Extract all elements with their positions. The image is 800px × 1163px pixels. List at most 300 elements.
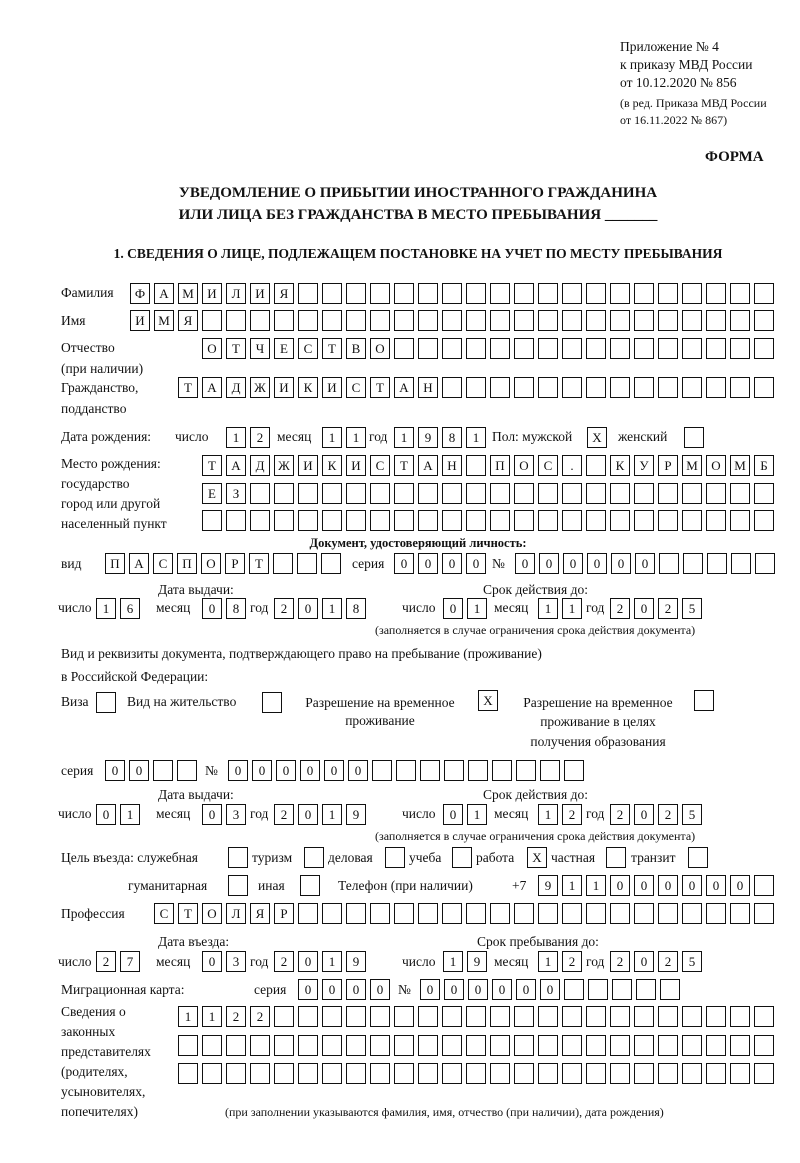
- char-cell[interactable]: Я: [178, 310, 198, 331]
- char-cell[interactable]: [658, 283, 678, 304]
- char-cell[interactable]: Т: [202, 455, 222, 476]
- char-cell[interactable]: [370, 510, 390, 531]
- char-cell[interactable]: [562, 310, 582, 331]
- char-cell[interactable]: [466, 310, 486, 331]
- char-cell[interactable]: 1: [96, 598, 116, 619]
- char-cell[interactable]: [490, 377, 510, 398]
- char-cell[interactable]: 0: [563, 553, 583, 574]
- char-cell[interactable]: [586, 1035, 606, 1056]
- char-cell[interactable]: М: [154, 310, 174, 331]
- patronymic-field[interactable]: [202, 338, 774, 359]
- birth-year-field[interactable]: [394, 427, 486, 448]
- char-cell[interactable]: [490, 1063, 510, 1084]
- char-cell[interactable]: [274, 510, 294, 531]
- char-cell[interactable]: [586, 283, 606, 304]
- char-cell[interactable]: [298, 1006, 318, 1027]
- char-cell[interactable]: [730, 310, 750, 331]
- edu-residence-checkbox[interactable]: [694, 690, 714, 711]
- char-cell[interactable]: [442, 338, 462, 359]
- char-cell[interactable]: [730, 283, 750, 304]
- char-cell[interactable]: 1: [586, 875, 606, 896]
- char-cell[interactable]: 9: [538, 875, 558, 896]
- char-cell[interactable]: Р: [225, 553, 245, 574]
- char-cell[interactable]: [322, 283, 342, 304]
- char-cell[interactable]: С: [370, 455, 390, 476]
- char-cell[interactable]: [683, 553, 703, 574]
- char-cell[interactable]: [297, 553, 317, 574]
- char-cell[interactable]: 0: [515, 553, 535, 574]
- char-cell[interactable]: [538, 283, 558, 304]
- char-cell[interactable]: [682, 283, 702, 304]
- char-cell[interactable]: [372, 760, 392, 781]
- char-cell[interactable]: 0: [587, 553, 607, 574]
- purpose-humanitarian-checkbox[interactable]: [228, 875, 248, 896]
- char-cell[interactable]: [538, 377, 558, 398]
- char-cell[interactable]: [540, 760, 560, 781]
- birth-day-field[interactable]: [226, 427, 270, 448]
- char-cell[interactable]: [610, 510, 630, 531]
- char-cell[interactable]: [418, 483, 438, 504]
- char-cell[interactable]: [468, 760, 488, 781]
- char-cell[interactable]: [658, 1035, 678, 1056]
- char-cell[interactable]: [706, 483, 726, 504]
- char-cell[interactable]: [610, 377, 630, 398]
- char-cell[interactable]: [514, 1006, 534, 1027]
- char-cell[interactable]: 0: [298, 598, 318, 619]
- char-cell[interactable]: 0: [348, 760, 368, 781]
- visa-checkbox[interactable]: [96, 692, 116, 713]
- char-cell[interactable]: С: [346, 377, 366, 398]
- char-cell[interactable]: [418, 903, 438, 924]
- permit-number-field[interactable]: [228, 760, 584, 781]
- char-cell[interactable]: С: [298, 338, 318, 359]
- char-cell[interactable]: [731, 553, 751, 574]
- char-cell[interactable]: [346, 483, 366, 504]
- char-cell[interactable]: Ж: [250, 377, 270, 398]
- char-cell[interactable]: Т: [370, 377, 390, 398]
- char-cell[interactable]: [490, 510, 510, 531]
- purpose-other-checkbox[interactable]: [300, 875, 320, 896]
- char-cell[interactable]: [658, 903, 678, 924]
- char-cell[interactable]: [586, 510, 606, 531]
- char-cell[interactable]: [706, 1035, 726, 1056]
- char-cell[interactable]: 9: [467, 951, 487, 972]
- char-cell[interactable]: 2: [658, 598, 678, 619]
- char-cell[interactable]: [202, 510, 222, 531]
- char-cell[interactable]: [586, 903, 606, 924]
- char-cell[interactable]: [514, 483, 534, 504]
- char-cell[interactable]: [706, 338, 726, 359]
- char-cell[interactable]: [514, 510, 534, 531]
- char-cell[interactable]: [370, 1035, 390, 1056]
- char-cell[interactable]: [634, 903, 654, 924]
- char-cell[interactable]: И: [250, 283, 270, 304]
- char-cell[interactable]: [586, 310, 606, 331]
- char-cell[interactable]: [730, 338, 750, 359]
- char-cell[interactable]: [490, 483, 510, 504]
- char-cell[interactable]: А: [154, 283, 174, 304]
- char-cell[interactable]: 6: [120, 598, 140, 619]
- char-cell[interactable]: Ж: [274, 455, 294, 476]
- char-cell[interactable]: К: [610, 455, 630, 476]
- char-cell[interactable]: [682, 1035, 702, 1056]
- char-cell[interactable]: [442, 510, 462, 531]
- citizenship-field[interactable]: [178, 377, 774, 398]
- char-cell[interactable]: [562, 338, 582, 359]
- char-cell[interactable]: [370, 483, 390, 504]
- char-cell[interactable]: 0: [298, 979, 318, 1000]
- char-cell[interactable]: [490, 1006, 510, 1027]
- doc-issue-month-field[interactable]: [202, 598, 246, 619]
- char-cell[interactable]: [514, 283, 534, 304]
- doc-kind-field[interactable]: [105, 553, 341, 574]
- char-cell[interactable]: [274, 483, 294, 504]
- char-cell[interactable]: [538, 903, 558, 924]
- char-cell[interactable]: [514, 1063, 534, 1084]
- char-cell[interactable]: 0: [540, 979, 560, 1000]
- char-cell[interactable]: 5: [682, 598, 702, 619]
- char-cell[interactable]: 0: [228, 760, 248, 781]
- char-cell[interactable]: О: [201, 553, 221, 574]
- char-cell[interactable]: [226, 310, 246, 331]
- doc-series-field[interactable]: [394, 553, 486, 574]
- doc-valid-year-field[interactable]: [610, 598, 702, 619]
- char-cell[interactable]: [298, 1063, 318, 1084]
- char-cell[interactable]: [706, 1063, 726, 1084]
- char-cell[interactable]: [418, 1063, 438, 1084]
- char-cell[interactable]: [442, 377, 462, 398]
- char-cell[interactable]: [466, 1006, 486, 1027]
- char-cell[interactable]: 9: [346, 804, 366, 825]
- purpose-service-checkbox[interactable]: [228, 847, 248, 868]
- char-cell[interactable]: 8: [226, 598, 246, 619]
- char-cell[interactable]: 0: [634, 598, 654, 619]
- char-cell[interactable]: Б: [754, 455, 774, 476]
- char-cell[interactable]: С: [538, 455, 558, 476]
- char-cell[interactable]: [250, 1063, 270, 1084]
- permit-issue-day-field[interactable]: [96, 804, 140, 825]
- char-cell[interactable]: [298, 903, 318, 924]
- char-cell[interactable]: [202, 310, 222, 331]
- checkbox-cell[interactable]: [385, 847, 405, 868]
- char-cell[interactable]: [322, 903, 342, 924]
- char-cell[interactable]: [466, 455, 486, 476]
- char-cell[interactable]: [466, 510, 486, 531]
- char-cell[interactable]: [298, 1035, 318, 1056]
- char-cell[interactable]: [394, 903, 414, 924]
- permit-series-field[interactable]: [105, 760, 197, 781]
- char-cell[interactable]: Т: [322, 338, 342, 359]
- char-cell[interactable]: 2: [562, 951, 582, 972]
- char-cell[interactable]: Т: [178, 377, 198, 398]
- char-cell[interactable]: 0: [370, 979, 390, 1000]
- permit-valid-day-field[interactable]: [443, 804, 487, 825]
- purpose-private-checkbox[interactable]: [606, 847, 626, 868]
- char-cell[interactable]: [755, 553, 775, 574]
- char-cell[interactable]: [564, 760, 584, 781]
- char-cell[interactable]: [274, 1006, 294, 1027]
- char-cell[interactable]: [250, 310, 270, 331]
- char-cell[interactable]: 1: [226, 427, 246, 448]
- char-cell[interactable]: 2: [96, 951, 116, 972]
- char-cell[interactable]: [442, 310, 462, 331]
- purpose-business-checkbox[interactable]: [385, 847, 405, 868]
- char-cell[interactable]: [754, 483, 774, 504]
- purpose-work-checkbox[interactable]: [527, 847, 547, 868]
- checkbox-cell[interactable]: [694, 690, 714, 711]
- char-cell[interactable]: [442, 903, 462, 924]
- stay-year-field[interactable]: [610, 951, 702, 972]
- char-cell[interactable]: 0: [202, 804, 222, 825]
- char-cell[interactable]: [730, 903, 750, 924]
- char-cell[interactable]: [730, 483, 750, 504]
- char-cell[interactable]: [586, 1006, 606, 1027]
- char-cell[interactable]: [754, 310, 774, 331]
- char-cell[interactable]: И: [130, 310, 150, 331]
- char-cell[interactable]: 9: [346, 951, 366, 972]
- char-cell[interactable]: 2: [610, 598, 630, 619]
- checkbox-cell[interactable]: [688, 847, 708, 868]
- rep-field-2[interactable]: [178, 1035, 774, 1056]
- char-cell[interactable]: 0: [730, 875, 750, 896]
- char-cell[interactable]: [706, 903, 726, 924]
- char-cell[interactable]: [322, 1006, 342, 1027]
- char-cell[interactable]: 0: [611, 553, 631, 574]
- char-cell[interactable]: [514, 338, 534, 359]
- char-cell[interactable]: [153, 760, 173, 781]
- char-cell[interactable]: 0: [346, 979, 366, 1000]
- char-cell[interactable]: О: [706, 455, 726, 476]
- char-cell[interactable]: [538, 483, 558, 504]
- mc-series-field[interactable]: [298, 979, 390, 1000]
- char-cell[interactable]: [658, 310, 678, 331]
- char-cell[interactable]: [298, 483, 318, 504]
- char-cell[interactable]: [730, 1006, 750, 1027]
- entry-year-field[interactable]: [274, 951, 366, 972]
- char-cell[interactable]: 0: [300, 760, 320, 781]
- char-cell[interactable]: К: [322, 455, 342, 476]
- checkbox-cell[interactable]: [300, 875, 320, 896]
- char-cell[interactable]: [490, 1035, 510, 1056]
- char-cell[interactable]: [634, 377, 654, 398]
- checkbox-cell[interactable]: [96, 692, 116, 713]
- char-cell[interactable]: 3: [226, 804, 246, 825]
- char-cell[interactable]: Я: [250, 903, 270, 924]
- char-cell[interactable]: 0: [492, 979, 512, 1000]
- char-cell[interactable]: О: [370, 338, 390, 359]
- checkbox-cell[interactable]: [606, 847, 626, 868]
- char-cell[interactable]: [754, 377, 774, 398]
- rep-field-1[interactable]: [178, 1006, 774, 1027]
- char-cell[interactable]: [274, 1063, 294, 1084]
- permit-valid-month-field[interactable]: [538, 804, 582, 825]
- char-cell[interactable]: 2: [250, 427, 270, 448]
- char-cell[interactable]: [394, 1006, 414, 1027]
- doc-issue-day-field[interactable]: [96, 598, 140, 619]
- sex-male-checkbox[interactable]: [587, 427, 607, 448]
- char-cell[interactable]: 0: [420, 979, 440, 1000]
- char-cell[interactable]: 2: [274, 804, 294, 825]
- char-cell[interactable]: [444, 760, 464, 781]
- char-cell[interactable]: 0: [634, 875, 654, 896]
- char-cell[interactable]: 0: [516, 979, 536, 1000]
- char-cell[interactable]: [634, 283, 654, 304]
- permit-issue-month-field[interactable]: [202, 804, 246, 825]
- char-cell[interactable]: [610, 1006, 630, 1027]
- char-cell[interactable]: [178, 1035, 198, 1056]
- char-cell[interactable]: [418, 1006, 438, 1027]
- char-cell[interactable]: [754, 1035, 774, 1056]
- char-cell[interactable]: [610, 903, 630, 924]
- char-cell[interactable]: 1: [346, 427, 366, 448]
- char-cell[interactable]: 0: [443, 804, 463, 825]
- char-cell[interactable]: 1: [562, 875, 582, 896]
- char-cell[interactable]: [660, 979, 680, 1000]
- char-cell[interactable]: [636, 979, 656, 1000]
- char-cell[interactable]: [754, 875, 774, 896]
- char-cell[interactable]: [514, 1035, 534, 1056]
- char-cell[interactable]: А: [418, 455, 438, 476]
- char-cell[interactable]: 0: [96, 804, 116, 825]
- entry-day-field[interactable]: [96, 951, 140, 972]
- char-cell[interactable]: 0: [252, 760, 272, 781]
- char-cell[interactable]: [658, 483, 678, 504]
- char-cell[interactable]: [562, 1006, 582, 1027]
- birth-month-field[interactable]: [322, 427, 366, 448]
- char-cell[interactable]: [418, 283, 438, 304]
- char-cell[interactable]: Я: [274, 283, 294, 304]
- char-cell[interactable]: [659, 553, 679, 574]
- char-cell[interactable]: 0: [324, 760, 344, 781]
- char-cell[interactable]: [346, 283, 366, 304]
- char-cell[interactable]: [538, 510, 558, 531]
- char-cell[interactable]: Н: [418, 377, 438, 398]
- char-cell[interactable]: [658, 510, 678, 531]
- char-cell[interactable]: 7: [120, 951, 140, 972]
- char-cell[interactable]: [754, 903, 774, 924]
- char-cell[interactable]: [730, 1063, 750, 1084]
- char-cell[interactable]: 1: [466, 427, 486, 448]
- char-cell[interactable]: [370, 283, 390, 304]
- char-cell[interactable]: [394, 310, 414, 331]
- char-cell[interactable]: 8: [346, 598, 366, 619]
- residence-checkbox[interactable]: [262, 692, 282, 713]
- char-cell[interactable]: [492, 760, 512, 781]
- checkbox-cell[interactable]: [262, 692, 282, 713]
- char-cell[interactable]: [634, 510, 654, 531]
- checkbox-cell[interactable]: [228, 875, 248, 896]
- char-cell[interactable]: И: [274, 377, 294, 398]
- char-cell[interactable]: 0: [442, 553, 462, 574]
- char-cell[interactable]: [634, 1035, 654, 1056]
- char-cell[interactable]: 2: [562, 804, 582, 825]
- char-cell[interactable]: 1: [322, 804, 342, 825]
- char-cell[interactable]: 1: [322, 951, 342, 972]
- char-cell[interactable]: [273, 553, 293, 574]
- char-cell[interactable]: [394, 1035, 414, 1056]
- char-cell[interactable]: [466, 483, 486, 504]
- purpose-study-checkbox[interactable]: [452, 847, 472, 868]
- char-cell[interactable]: [754, 338, 774, 359]
- char-cell[interactable]: 1: [538, 951, 558, 972]
- char-cell[interactable]: 0: [322, 979, 342, 1000]
- char-cell[interactable]: Т: [394, 455, 414, 476]
- char-cell[interactable]: Д: [250, 455, 270, 476]
- char-cell[interactable]: [322, 1063, 342, 1084]
- char-cell[interactable]: [202, 1035, 222, 1056]
- char-cell[interactable]: [562, 510, 582, 531]
- char-cell[interactable]: Т: [249, 553, 269, 574]
- permit-issue-year-field[interactable]: [274, 804, 366, 825]
- char-cell[interactable]: [730, 510, 750, 531]
- checkbox-cell[interactable]: [304, 847, 324, 868]
- char-cell[interactable]: 0: [298, 951, 318, 972]
- char-cell[interactable]: [658, 377, 678, 398]
- char-cell[interactable]: [658, 338, 678, 359]
- char-cell[interactable]: 2: [610, 804, 630, 825]
- char-cell[interactable]: [634, 1006, 654, 1027]
- char-cell[interactable]: 2: [250, 1006, 270, 1027]
- char-cell[interactable]: О: [514, 455, 534, 476]
- char-cell[interactable]: [396, 760, 416, 781]
- char-cell[interactable]: [538, 1006, 558, 1027]
- char-cell[interactable]: [586, 483, 606, 504]
- char-cell[interactable]: 1: [178, 1006, 198, 1027]
- char-cell[interactable]: Ч: [250, 338, 270, 359]
- char-cell[interactable]: [564, 979, 584, 1000]
- char-cell[interactable]: 0: [298, 804, 318, 825]
- entry-month-field[interactable]: [202, 951, 246, 972]
- char-cell[interactable]: [346, 1035, 366, 1056]
- char-cell[interactable]: 0: [706, 875, 726, 896]
- char-cell[interactable]: Т: [178, 903, 198, 924]
- char-cell[interactable]: 2: [658, 951, 678, 972]
- char-cell[interactable]: П: [105, 553, 125, 574]
- char-cell[interactable]: М: [682, 455, 702, 476]
- rep-field-3[interactable]: [178, 1063, 774, 1084]
- char-cell[interactable]: [420, 760, 440, 781]
- purpose-transit-checkbox[interactable]: [688, 847, 708, 868]
- stay-month-field[interactable]: [538, 951, 582, 972]
- char-cell[interactable]: Д: [226, 377, 246, 398]
- char-cell[interactable]: 9: [418, 427, 438, 448]
- char-cell[interactable]: А: [129, 553, 149, 574]
- char-cell[interactable]: [706, 1006, 726, 1027]
- char-cell[interactable]: [346, 1006, 366, 1027]
- char-cell[interactable]: [418, 1035, 438, 1056]
- char-cell[interactable]: И: [202, 283, 222, 304]
- char-cell[interactable]: [442, 1035, 462, 1056]
- char-cell[interactable]: Е: [274, 338, 294, 359]
- checkbox-cell[interactable]: X: [527, 847, 547, 868]
- char-cell[interactable]: [250, 483, 270, 504]
- char-cell[interactable]: А: [226, 455, 246, 476]
- char-cell[interactable]: 1: [202, 1006, 222, 1027]
- char-cell[interactable]: [298, 283, 318, 304]
- char-cell[interactable]: И: [298, 455, 318, 476]
- char-cell[interactable]: А: [394, 377, 414, 398]
- char-cell[interactable]: [634, 1063, 654, 1084]
- char-cell[interactable]: [394, 1063, 414, 1084]
- char-cell[interactable]: [706, 283, 726, 304]
- char-cell[interactable]: 0: [634, 804, 654, 825]
- char-cell[interactable]: Е: [202, 483, 222, 504]
- char-cell[interactable]: 1: [443, 951, 463, 972]
- char-cell[interactable]: [250, 1035, 270, 1056]
- checkbox-cell[interactable]: [684, 427, 704, 448]
- char-cell[interactable]: [514, 903, 534, 924]
- char-cell[interactable]: Р: [274, 903, 294, 924]
